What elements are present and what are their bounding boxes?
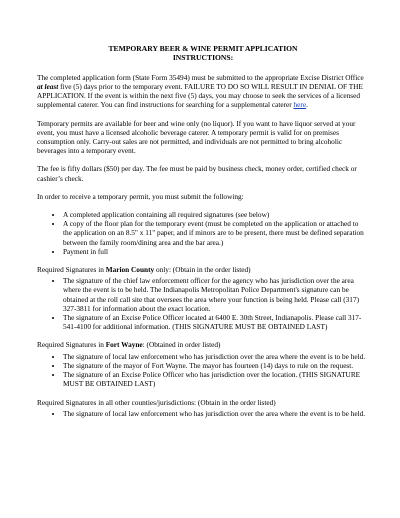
submit-list (37, 210, 369, 256)
beer-wine-paragraph: Temporary permits are available for beer and wine only (no liquor). If you want to have liquor served at your event, you must have a licensed alcoholic beverage caterer. A temporary permit is valid for on premises consumption only. Carry-out sales are not permitted, and individuals are not permitted to bring alcoholic beverages into a temporary event. (37, 118, 356, 156)
intro-paragraph (37, 73, 369, 110)
fortwayne-heading (37, 340, 369, 349)
marion-item-excise: • The signature of an Excise Police Officer located at 6400 E. 30th Street, Indianapolis. Please call 317-541-4100 for additional information. (THIS SIGNATURE MUST BE OBTAINED LAST) (63, 313, 369, 331)
marion-place: Marion County (105, 265, 155, 275)
marion-prefix: Required Signatures in (37, 265, 106, 275)
intro-text-1: The completed application form (State Form 35494) must be submitted to the appropriate Excise District Office (37, 72, 364, 82)
submit-item-payment: • Payment in full (63, 247, 369, 256)
marion-heading (37, 265, 369, 274)
submit-item-floor-plan: • A copy of the floor plan for the temporary event (must be completed on the application or attached to the application on an 8.5" x 11" paper, and if minors are to be present, there must be defined separation between the family room/dining area and the bar area.) (63, 219, 369, 247)
marion-item-police: • The signature of the chief law enforcement officer for the agency who has jurisdiction over the area where the event is to be held. The Indianapolis Metropolitan Police Department's signature can be obtained at the roll call site that oversees the area where your function is being held. Please call (317) 327-3811 for information about the exact location. (63, 276, 369, 313)
fortwayne-item-police: • The signature of local law enforcement who has jurisdiction over the area where the event is to be held. (63, 352, 369, 361)
submit-paragraph: In order to receive a temporary permit, you must submit the following: (37, 191, 244, 201)
other-heading: Required Signatures in all other counties/jurisdictions: (Obtain in the order listed) (37, 397, 276, 407)
other-item-police: • The signature of local law enforcement who has jurisdiction over the area where the event is to be held. (63, 409, 369, 418)
fortwayne-list (37, 352, 369, 389)
fee-paragraph: The fee is fifty dollars ($50) per day. The fee must be paid by business check, money order, certified check or cashier’s check. (37, 164, 357, 183)
fortwayne-prefix: Required Signatures in (37, 340, 106, 350)
other-list (37, 409, 369, 418)
marion-list (37, 276, 369, 331)
caterer-search-link[interactable]: here (293, 100, 307, 110)
intro-text-3: . (306, 100, 308, 110)
fortwayne-suffix: : (Obtained in order listed) (142, 340, 221, 350)
title-line-2: INSTRUCTIONS: (172, 53, 234, 63)
intro-text-2: five (5) days prior to the temporary event. FAILURE TO DO SO WILL RESULT IN DENIAL OF THE APPLICATION. If the event is within the next five (5) days, you may choose to seek the services of a licensed supplemental caterer. You can find instructions for searching for a supplemental caterer (37, 82, 363, 110)
intro-emphasis: at least (37, 82, 59, 92)
submit-item-application: • A completed application containing all required signatures (see below) (63, 210, 369, 219)
marion-suffix: only: (Obtain in the order listed) (154, 265, 251, 275)
fortwayne-place: Fort Wayne (105, 340, 143, 350)
title-line-1: TEMPORARY BEER & WINE PERMIT APPLICATION (108, 44, 298, 53)
document-title (37, 44, 369, 63)
fortwayne-item-mayor: • The signature of the mayor of Fort Wayne. The mayor has fourteen (14) days to rule on the request. (63, 361, 369, 370)
fortwayne-item-excise: • The signature of an Excise Police Officer who has jurisdiction over the location. (THIS SIGNATURE MUST BE OBTAINED LAST) (63, 370, 369, 388)
